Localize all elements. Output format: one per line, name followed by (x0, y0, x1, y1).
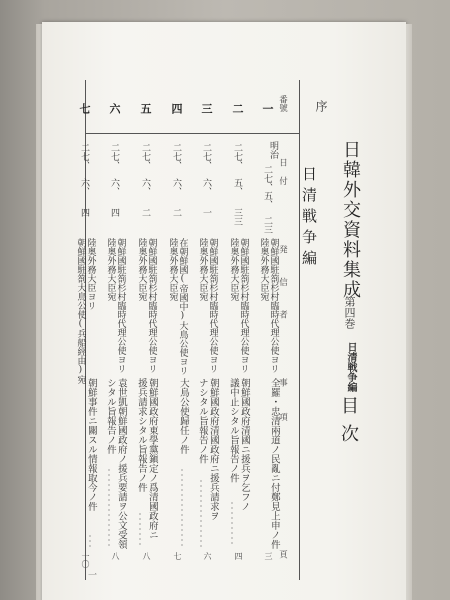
entry-sender-line: 朝鮮國駐箚大鳥公使(兵船經由)宛 (75, 238, 86, 384)
leader-dot (200, 485, 201, 486)
entry-subject-line: 袁世凱朝鮮國政府ノ援兵要請ヲ公文受領 (115, 378, 127, 549)
entry-sender-line: 陸奥外務大臣ヨリ (85, 238, 96, 310)
leader-dot (108, 514, 109, 515)
leader-dot (139, 543, 140, 544)
leader-dot (108, 494, 109, 495)
entry-page-number: 四 (234, 552, 243, 560)
leader-dot (108, 534, 109, 535)
entry-subject-line: 朝鮮國政府清國ニ援兵ヲ乞フノ (238, 378, 250, 511)
leader-dot (200, 520, 201, 521)
entry-subject-line: 大鳥公使歸任ノ件 (177, 378, 189, 454)
leader-dot (181, 539, 182, 540)
entry-date-part: 一 (201, 208, 211, 217)
entry-subject-line: 全羅・忠清兩道ノ民亂ニ付鄭見上申ノ件 (268, 378, 280, 549)
entry-date-part: 六、 (201, 178, 211, 196)
leader-dot (181, 499, 182, 500)
leader-dot (108, 539, 109, 540)
leader-dot (108, 489, 109, 490)
header-subject: 事項 (277, 378, 288, 447)
entry-page-number: 六 (203, 552, 212, 560)
folio-number: 一 (86, 570, 96, 579)
leader-dot (108, 469, 109, 470)
leader-dot (200, 510, 201, 511)
entry-subject-line: ナシタル旨報告ノ件 (196, 378, 208, 464)
leader-dot (200, 515, 201, 516)
entry-subject-line: 朝鮮事件ニ關スル情報取今ノ件 (85, 378, 97, 511)
entry-date-part: 二七、 (171, 143, 181, 170)
leader-dot (200, 500, 201, 501)
entry-number: 七 (78, 103, 91, 114)
leader-dot (139, 523, 140, 524)
entry-date-part: 四 (79, 208, 89, 217)
entry-date-part: 三三 (232, 208, 242, 226)
entry-subject-line: 朝鮮國政府東學黨鎭定ノ爲清國政府ニ (146, 378, 158, 540)
entry-date-part: 二三 (262, 216, 272, 234)
leader-dot (231, 542, 232, 543)
leader-dot (108, 499, 109, 500)
header-sender: 発信者 (277, 245, 288, 343)
entry-sender-line: 朝鮮國駐箚杉村臨時代理公使ヨリ (268, 238, 279, 373)
entry-date-part: 六、 (79, 178, 89, 196)
leader-dot (108, 509, 109, 510)
entry-subject-line: 朝鮮國政府清國政府ニ援兵請求ヲ (207, 378, 219, 521)
leader-dot (108, 544, 109, 545)
entry-sender-line: 陸奥外務大臣宛 (105, 238, 116, 301)
entry-sender-line: 朝鮮國駐箚杉村臨時代理公使ヨリ (238, 238, 249, 373)
entry-page-number: 七 (173, 552, 182, 560)
leader-dot (108, 479, 109, 480)
leader-dot (200, 505, 201, 506)
leader-dot (139, 538, 140, 539)
leader-dot (139, 518, 140, 519)
leader-dot (89, 540, 90, 541)
entry-date-part: 明治 (268, 141, 278, 159)
entry-page-number: 八 (111, 552, 120, 560)
entry-number: 三 (200, 103, 213, 114)
entry-date-part: 二七、 (79, 143, 89, 170)
leader-dot (181, 479, 182, 480)
leader-dot (231, 507, 232, 508)
leader-dot (200, 525, 201, 526)
leader-dot (108, 524, 109, 525)
volume-label: 第四巻 (343, 296, 356, 329)
leader-dot (108, 519, 109, 520)
entry-sender-line: 陸奥外務大臣宛 (167, 238, 178, 301)
entry-date-part: 五、 (262, 191, 272, 209)
leader-dot (181, 534, 182, 535)
entry-sender-line: 陸奥外務大臣宛 (228, 238, 239, 301)
preface-label: 序 (314, 100, 328, 112)
entry-date-part: 二 (171, 208, 181, 217)
entry-number: 六 (108, 103, 121, 114)
leader-dot (231, 517, 232, 518)
entry-date-part: 六、 (171, 178, 181, 196)
mokuji-heading: 目次 (338, 396, 359, 452)
part-label: 日清戦争編 (345, 342, 356, 392)
book-main-title: 日韓外交資料集成 (340, 140, 361, 300)
entry-sender-line: 陸奥外務大臣宛 (197, 238, 208, 301)
leader-dot (181, 529, 182, 530)
leader-dot (181, 489, 182, 490)
leader-dot (89, 535, 90, 536)
entry-subject-line: シタル旨報告ノ件 (104, 378, 116, 454)
leader-dot (181, 509, 182, 510)
entry-date-part: 六、 (109, 178, 119, 196)
leader-dot (181, 504, 182, 505)
leader-dot (139, 513, 140, 514)
leader-dot (181, 514, 182, 515)
entry-subject-line: 援兵請求シタル旨報告ノ件 (135, 378, 147, 492)
leader-dot (139, 528, 140, 529)
leader-dot (231, 527, 232, 528)
leader-dot (200, 495, 201, 496)
entry-sender-line: 朝鮮國駐箚杉村臨時代理公使ヨリ (146, 238, 157, 373)
entry-number: 五 (139, 103, 152, 114)
leader-dot (231, 537, 232, 538)
entry-subject-line: 議中止シタル旨報告ノ件 (227, 378, 239, 483)
entry-date-part: 二 (140, 208, 150, 217)
entry-number: 二 (231, 103, 244, 114)
leader-dot (200, 545, 201, 546)
entry-sender-line: 陸奥外務大臣宛 (258, 238, 269, 301)
leader-dot (200, 535, 201, 536)
entry-date-part: 二七、 (140, 143, 150, 170)
entry-sender-line: 在朝鮮國(帝國中)大鳥公使ヨリ (177, 238, 188, 375)
header-page: 頁 (277, 550, 288, 559)
leader-dot (181, 474, 182, 475)
leader-dot (231, 512, 232, 513)
leader-dot (181, 484, 182, 485)
entry-date-part: 二七、 (109, 143, 119, 170)
leader-dot (200, 540, 201, 541)
entry-date-part: 五、 (232, 178, 242, 196)
leader-dot (108, 484, 109, 485)
leader-dot (200, 490, 201, 491)
entry-date-part: 六、 (140, 178, 150, 196)
leader-dot (108, 504, 109, 505)
entry-page-number: 八 (142, 552, 151, 560)
entry-date-part: 二七、 (262, 165, 272, 192)
entry-number: 一 (261, 103, 274, 114)
entry-sender-line: 陸奥外務大臣宛 (136, 238, 147, 301)
leader-dot (231, 502, 232, 503)
entry-page-number: 一〇 (81, 552, 90, 568)
leader-dot (181, 469, 182, 470)
entry-sender-line: 朝鮮國駐箚杉村臨時代理公使ヨリ (207, 238, 218, 373)
leader-dot (181, 524, 182, 525)
leader-dot (108, 529, 109, 530)
entry-sender-line: 朝鮮國駐箚杉村臨時代理公使ヨリ (115, 238, 126, 373)
leader-dot (181, 544, 182, 545)
leader-dot (231, 532, 232, 533)
leader-dot (231, 522, 232, 523)
header-number: 番號 (277, 95, 288, 112)
header-date: 日付 (277, 158, 288, 195)
entry-date-part: 二七、 (232, 143, 242, 170)
entry-number: 四 (170, 103, 183, 114)
leader-dot (181, 494, 182, 495)
leader-dot (200, 530, 201, 531)
entry-date-part: 二七、 (201, 143, 211, 170)
leader-dot (108, 474, 109, 475)
section-title: 日清戦争編 (300, 166, 318, 271)
leader-dot (181, 519, 182, 520)
leader-dot (139, 533, 140, 534)
leader-dot (89, 545, 90, 546)
entry-date-part: 四 (109, 208, 119, 217)
leader-dot (200, 480, 201, 481)
entry-page-number: 三 (264, 552, 273, 560)
